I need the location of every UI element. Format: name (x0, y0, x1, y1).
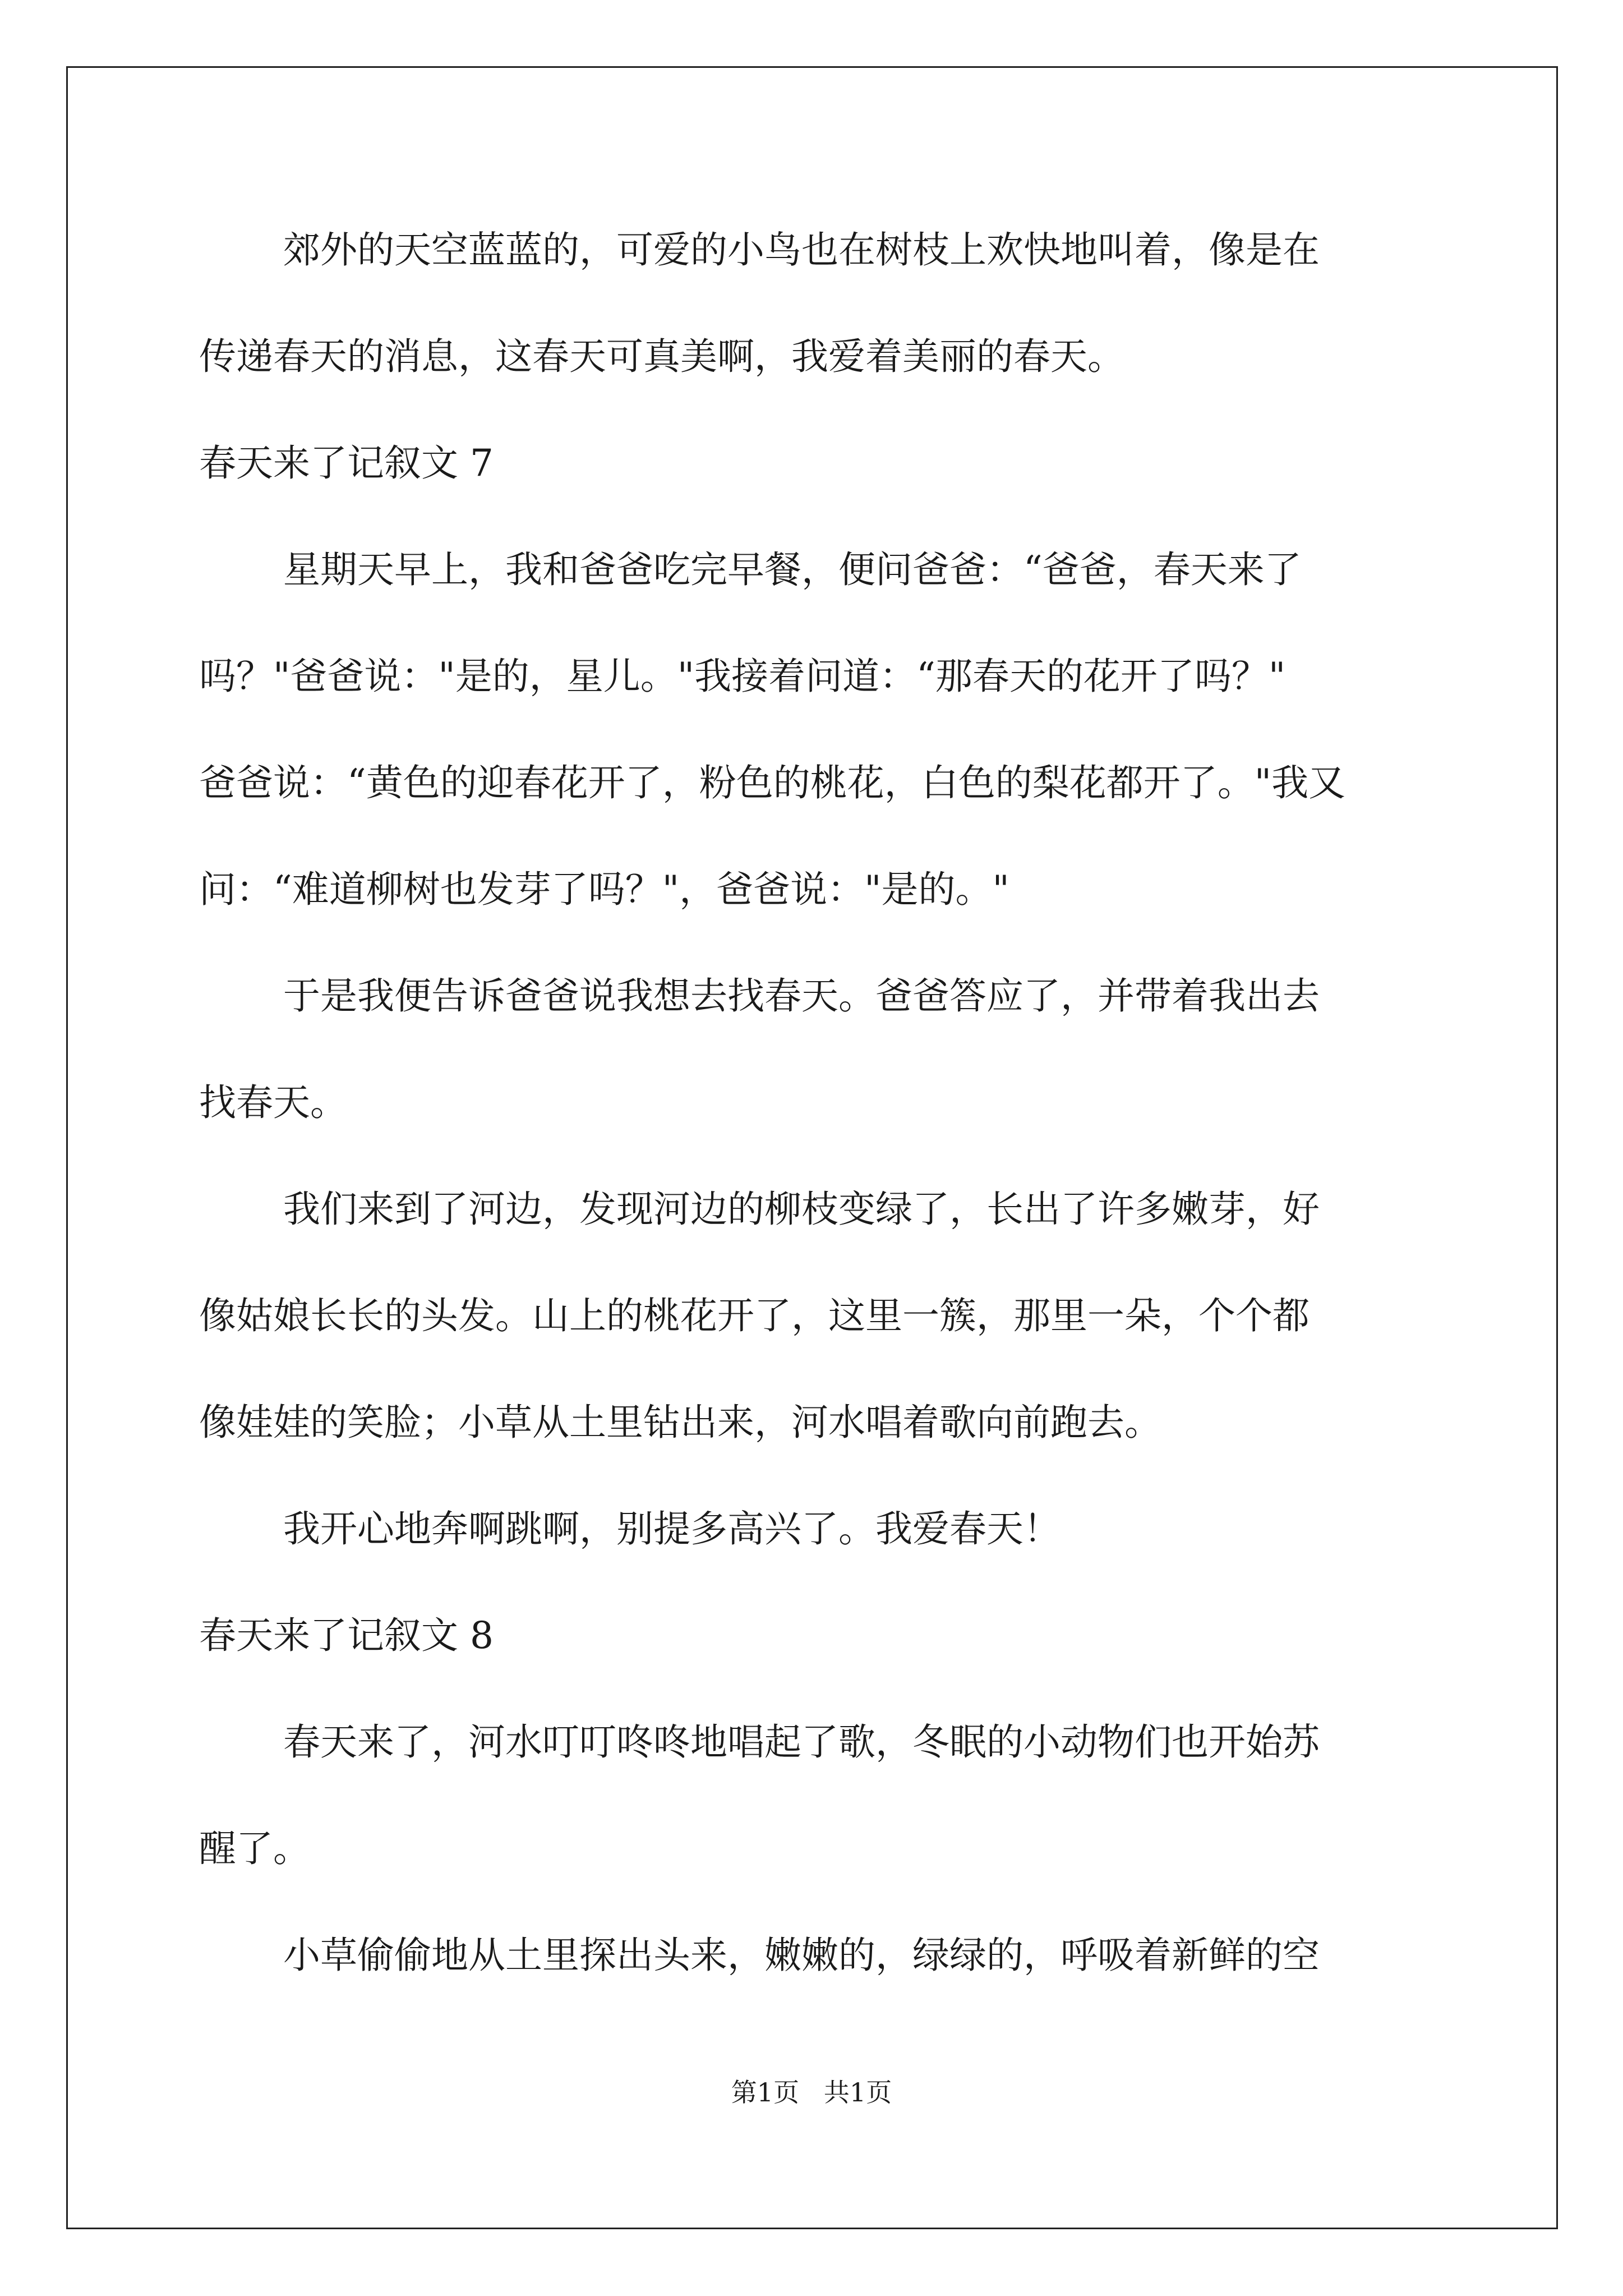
paragraph-line: 吗？"爸爸说："是的，星儿。"我接着问道：“那春天的花开了吗？" (199, 655, 1286, 698)
page-footer: 第1页 共1页 (731, 2077, 892, 2108)
paragraph-line: 于是我便告诉爸爸说我想去找春天。爸爸答应了，并带着我出去 (283, 974, 1320, 1018)
paragraph-line: 郊外的天空蓝蓝的，可爱的小鸟也在树枝上欢快地叫着，像是在 (283, 228, 1320, 272)
paragraph-line: 我开心地奔啊跳啊，别提多高兴了。我爱春天！ (283, 1507, 1061, 1550)
paragraph-line: 找春天。 (199, 1081, 347, 1124)
paragraph-line: 问：“难道柳树也发芽了吗？"，爸爸说："是的。" (199, 868, 1009, 911)
page-frame (66, 66, 1558, 2229)
paragraph-line: 像娃娃的笑脸；小草从土里钻出来，河水唱着歌向前跑去。 (199, 1401, 1161, 1444)
section-heading: 春天来了记叙文 8 (199, 1614, 494, 1657)
paragraph-line: 爸爸说：“黄色的迎春花开了，粉色的桃花，白色的梨花都开了。"我又 (199, 761, 1346, 804)
paragraph-line: 像姑娘长长的头发。山上的桃花开了，这里一簇，那里一朵，个个都 (199, 1294, 1310, 1337)
paragraph-line: 星期天早上，我和爸爸吃完早餐，便问爸爸：“爸爸，春天来了 (283, 548, 1302, 591)
paragraph-line: 春天来了，河水叮叮咚咚地唱起了歌，冬眠的小动物们也开始苏 (283, 1720, 1320, 1764)
paragraph-line: 传递春天的消息，这春天可真美啊，我爱着美丽的春天。 (199, 335, 1124, 378)
paragraph-line: 醒了。 (199, 1827, 310, 1870)
paragraph-line: 我们来到了河边，发现河边的柳枝变绿了，长出了许多嫩芽，好 (283, 1188, 1320, 1231)
section-heading: 春天来了记叙文 7 (199, 441, 494, 485)
paragraph-line: 小草偷偷地从土里探出头来，嫩嫩的，绿绿的，呼吸着新鲜的空 (283, 1934, 1320, 1977)
